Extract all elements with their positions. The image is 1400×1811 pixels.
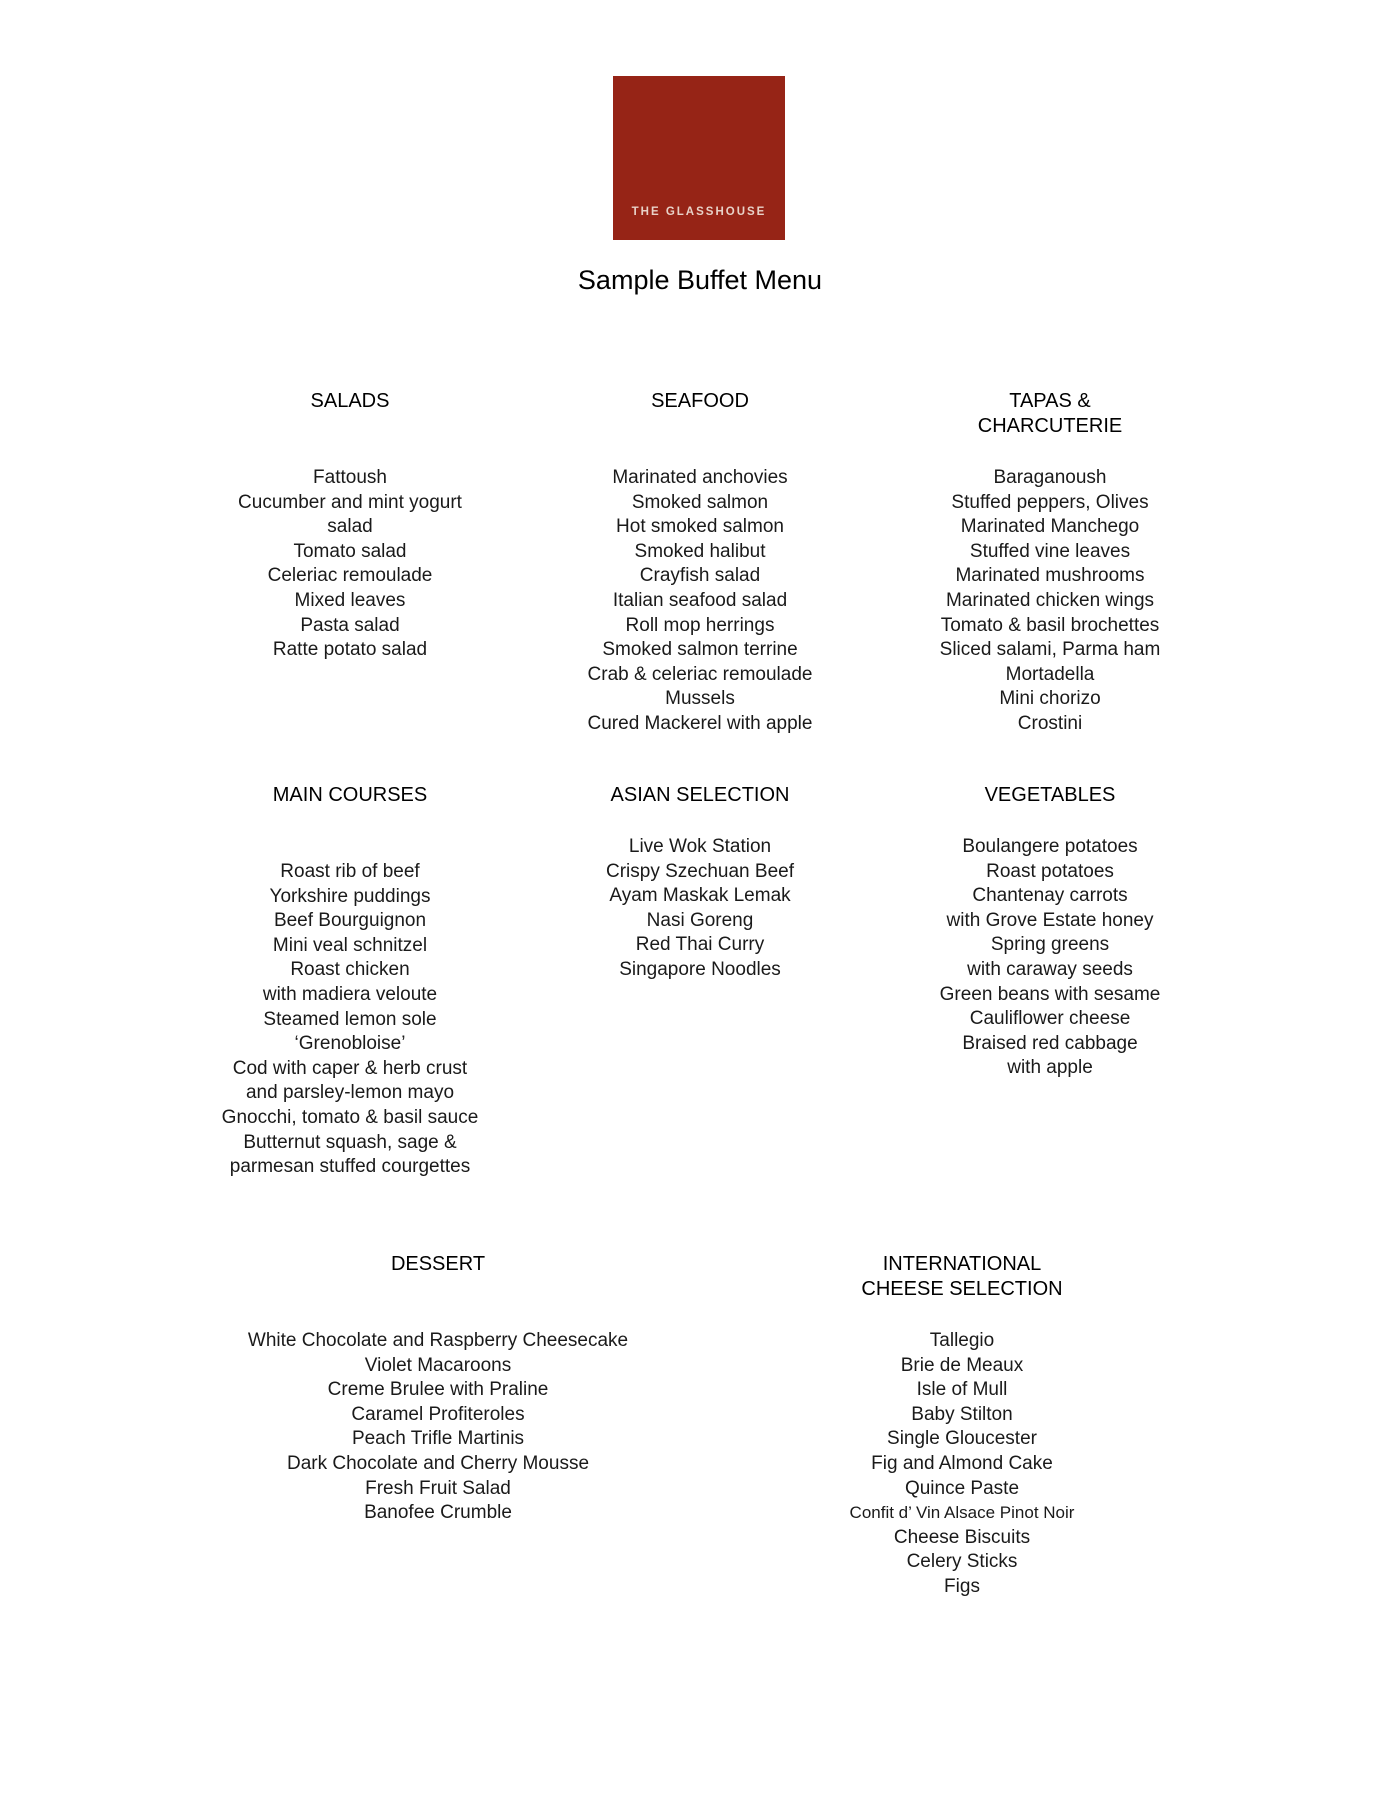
- menu-item: Fig and Almond Cake: [871, 1452, 1053, 1474]
- section-heading: [792, 1252, 1132, 1302]
- menu-item: Cod with caper & herb crust: [232, 1057, 468, 1079]
- item-list: [545, 835, 855, 983]
- menu-item: Chantenay carrots: [972, 885, 1128, 907]
- menu-item: Marinated chicken wings: [945, 589, 1155, 611]
- menu-item: Mini veal schnitzel: [272, 934, 428, 956]
- menu-item: Peach Trifle Martinis: [351, 1428, 525, 1450]
- menu-item: Fattoush: [313, 467, 387, 488]
- menu-item: Gnocchi, tomato & basil sauce: [221, 1106, 479, 1128]
- menu-item: Crayfish salad: [639, 565, 761, 587]
- menu-item: Mortadella: [1005, 663, 1095, 685]
- menu-item: Braised red cabbage: [962, 1032, 1138, 1054]
- menu-item: Marinated Manchego: [960, 516, 1140, 538]
- menu-item: with apple: [1007, 1057, 1093, 1079]
- section-vegetables: [895, 783, 1205, 1081]
- section-heading: [545, 389, 855, 414]
- item-list: [195, 466, 505, 663]
- menu-item: Ratte potato salad: [272, 639, 428, 661]
- menu-item: Tomato salad: [293, 540, 407, 562]
- heading-line: CHEESE SELECTION: [861, 1278, 1063, 1300]
- item-list: [895, 466, 1205, 737]
- menu-item: with Grove Estate honey: [946, 909, 1154, 931]
- menu-item: Steamed lemon sole: [263, 1008, 437, 1030]
- menu-item: Cucumber and mint yogurt: [238, 491, 462, 513]
- heading-line: CHARCUTERIE: [977, 415, 1123, 437]
- heading-line: ASIAN SELECTION: [610, 784, 790, 806]
- menu-item: Nasi Goreng: [646, 909, 754, 931]
- item-list: [895, 835, 1205, 1081]
- menu-item: Baby Stilton: [911, 1403, 1013, 1425]
- section-heading: [545, 783, 855, 808]
- menu-item: Mini chorizo: [999, 688, 1101, 710]
- menu-item: Green beans with sesame: [939, 983, 1161, 1005]
- menu-item: Mixed leaves: [294, 589, 406, 611]
- section-tapas-charcuterie: [895, 389, 1205, 737]
- menu-item: Single Gloucester: [887, 1428, 1037, 1450]
- menu-item: Caramel Profiteroles: [351, 1403, 525, 1425]
- section-asian-selection: [545, 783, 855, 983]
- item-list: [188, 1329, 688, 1526]
- menu-item: Yorkshire puddings: [269, 885, 431, 907]
- menu-item: Butternut squash, sage &: [243, 1131, 457, 1153]
- menu-item: Beef Bourguignon: [273, 910, 427, 932]
- menu-item: Cured Mackerel with apple: [587, 712, 813, 734]
- menu-item: Ayam Maskak Lemak: [609, 885, 791, 907]
- section-seafood: [545, 389, 855, 737]
- menu-item: Violet Macaroons: [364, 1354, 512, 1376]
- logo-text: THE GLASSHOUSE: [631, 206, 767, 218]
- menu-item: Brie de Meaux: [900, 1354, 1024, 1376]
- menu-item: Fresh Fruit Salad: [365, 1477, 511, 1499]
- heading-line: MAIN COURSES: [272, 784, 428, 806]
- menu-item: Marinated anchovies: [612, 467, 788, 488]
- menu-item: with madiera veloute: [262, 983, 438, 1005]
- glasshouse-logo: [613, 76, 785, 240]
- menu-item: Dark Chocolate and Cherry Mousse: [286, 1452, 590, 1474]
- menu-item: salad: [327, 516, 373, 538]
- menu-item: Roast potatoes: [986, 860, 1114, 882]
- menu-item: Stuffed vine leaves: [969, 540, 1131, 562]
- heading-line: VEGETABLES: [984, 784, 1116, 806]
- menu-item: ‘Grenobloise’: [294, 1033, 406, 1055]
- menu-item: Singapore Noodles: [619, 958, 781, 980]
- menu-item: parmesan stuffed courgettes: [229, 1156, 471, 1178]
- menu-item: Smoked salmon: [631, 491, 769, 513]
- menu-item: Cheese Biscuits: [893, 1526, 1031, 1548]
- menu-item: Sliced salami, Parma ham: [939, 639, 1161, 661]
- menu-item: Marinated mushrooms: [955, 565, 1145, 587]
- menu-item: Figs: [944, 1575, 980, 1597]
- menu-item: with caraway seeds: [967, 958, 1133, 980]
- item-list: [545, 466, 855, 737]
- menu-item: Celeriac remoulade: [267, 565, 433, 587]
- section-heading: [195, 389, 505, 414]
- heading-line: SEAFOOD: [651, 390, 749, 412]
- menu-item: Stuffed peppers, Olives: [951, 491, 1149, 513]
- item-list: [792, 1329, 1132, 1600]
- menu-item: Tallegio: [929, 1330, 995, 1351]
- section-heading: [895, 783, 1205, 808]
- section-heading: [195, 783, 505, 808]
- menu-item: Crostini: [1017, 712, 1083, 734]
- heading-line: SALADS: [310, 390, 390, 412]
- menu-item: Crab & celeriac remoulade: [587, 663, 813, 685]
- menu-item: Spring greens: [990, 934, 1110, 956]
- menu-item: Smoked halibut: [634, 540, 766, 562]
- menu-item: White Chocolate and Raspberry Cheesecake: [247, 1330, 629, 1351]
- section-dessert: [188, 1252, 688, 1526]
- menu-item: Roast chicken: [290, 959, 410, 981]
- menu-item: Smoked salmon terrine: [602, 639, 798, 661]
- menu-item: Tomato & basil brochettes: [940, 614, 1160, 636]
- page-title: Sample Buffet Menu: [577, 265, 823, 295]
- section-international-cheese: [792, 1252, 1132, 1600]
- section-heading: [895, 389, 1205, 439]
- menu-item: Confit d’ Vin Alsace Pinot Noir: [849, 1503, 1075, 1523]
- section-heading: [188, 1252, 688, 1277]
- menu-item: Live Wok Station: [628, 836, 772, 857]
- menu-item: Quince Paste: [904, 1477, 1020, 1499]
- heading-line: DESSERT: [390, 1253, 486, 1275]
- menu-item: Isle of Mull: [916, 1379, 1008, 1401]
- section-main-courses: [195, 783, 505, 1180]
- menu-item: Creme Brulee with Praline: [327, 1379, 549, 1401]
- menu-item: Red Thai Curry: [635, 934, 765, 956]
- menu-item: Mussels: [665, 688, 735, 710]
- menu-item: Hot smoked salmon: [616, 516, 784, 538]
- menu-item: Roast rib of beef: [280, 861, 420, 882]
- menu-item: Crispy Szechuan Beef: [606, 860, 794, 882]
- menu-item: Italian seafood salad: [612, 589, 788, 611]
- menu-item: Baraganoush: [993, 467, 1107, 488]
- menu-item: and parsley-lemon mayo: [245, 1082, 455, 1104]
- heading-line: INTERNATIONAL: [882, 1253, 1042, 1275]
- menu-item: Banofee Crumble: [364, 1502, 512, 1524]
- menu-item: Roll mop herrings: [625, 614, 775, 636]
- item-list: [195, 860, 505, 1180]
- heading-line: TAPAS &: [1009, 390, 1091, 412]
- menu-item: Boulangere potatoes: [962, 836, 1138, 857]
- menu-item: Celery Sticks: [906, 1551, 1018, 1573]
- menu-item: Cauliflower cheese: [969, 1008, 1131, 1030]
- section-salads: [195, 389, 505, 663]
- menu-item: Pasta salad: [300, 614, 400, 636]
